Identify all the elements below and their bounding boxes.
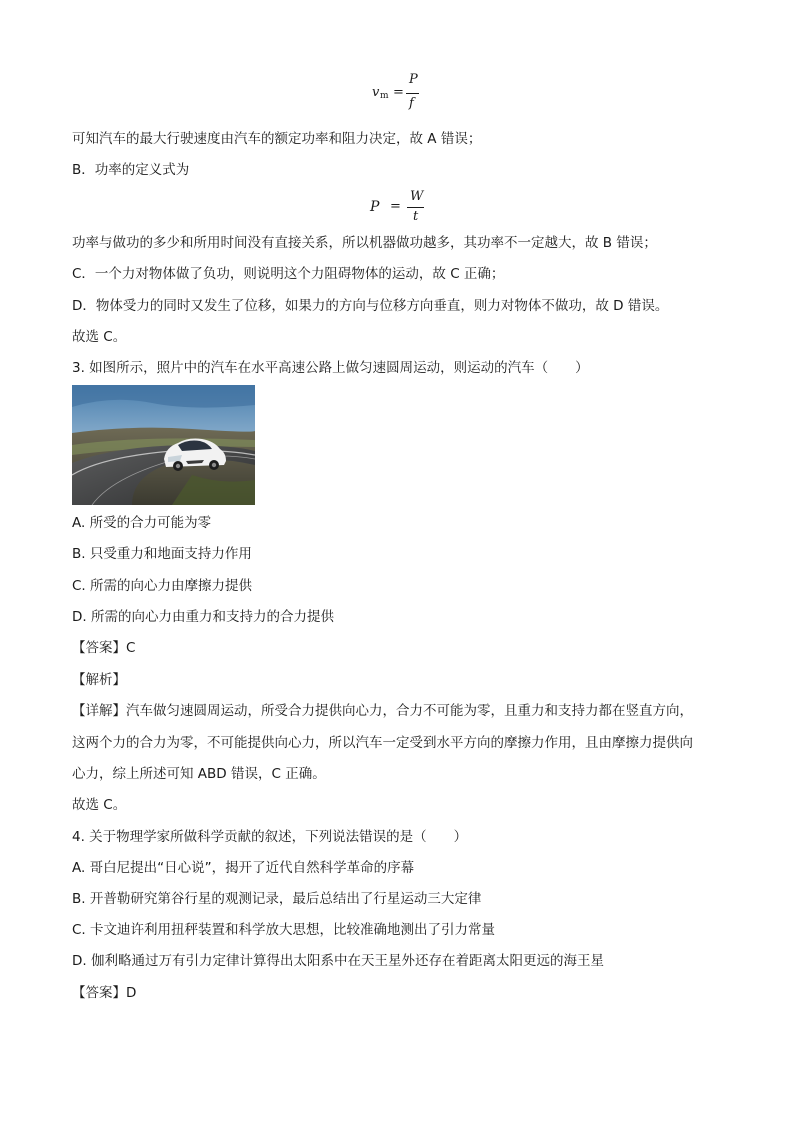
answer-tag: 【答案】 (72, 985, 126, 1001)
formula-denominator: f (409, 96, 414, 111)
text-line: 故选 C。 (72, 329, 127, 345)
formula-lhs: v (372, 85, 380, 100)
question-4-option-d: D. 伽利略通过万有引力定律计算得出太阳系中在天王星外还存在着距离太阳更远的海王星 (72, 953, 604, 969)
formula-denominator: t (413, 209, 419, 224)
question-3-option-a: A. 所受的合力可能为零 (72, 515, 212, 531)
question-4-stem: 4. 关于物理学家所做科学贡献的叙述，下列说法错误的是（ ） (72, 829, 468, 845)
formula-power-definition (370, 189, 430, 227)
answer-3 (72, 638, 135, 658)
text-line: D．物体受力的同时又发生了位移，如果力的方向与位移方向垂直，则力对物体不做功，故 D 错误。 (72, 298, 669, 314)
detail-line-2: 这两个力的合力为零，不可能提供向心力，所以汽车一定受到水平方向的摩擦力作用，且由摩擦力提供向 (72, 735, 693, 751)
detail-text: 汽车做匀速圆周运动，所受合力提供向心力，合力不可能为零，且重力和支持力都在竖直方向， (126, 703, 693, 719)
question-3-option-d: D. 所需的向心力由重力和支持力的合力提供 (72, 609, 334, 625)
answer-value: D (126, 985, 137, 1001)
formula-numerator: W (410, 189, 424, 204)
question-3-option-c: C. 所需的向心力由摩擦力提供 (72, 578, 253, 594)
formula-equals: = (393, 85, 404, 100)
detail-line-1 (72, 701, 693, 721)
answer-4 (72, 983, 136, 1003)
answer-tag: 【答案】 (72, 640, 126, 656)
formula-numerator: P (409, 72, 418, 87)
car-photo (72, 385, 255, 505)
text-line: 可知汽车的最大行驶速度由汽车的额定功率和阻力决定，故 A 错误； (72, 131, 482, 147)
question-4-option-b: B. 开普勒研究第谷行星的观测记录，最后总结出了行星运动三大定律 (72, 891, 482, 907)
text-line: 功率与做功的多少和所用时间没有直接关系，所以机器做功越多，其功率不一定越大，故 B 错误； (72, 235, 657, 251)
detail-line-3: 心力，综上所述可知 ABD 错误，C 正确。 (72, 766, 326, 782)
formula-max-speed (368, 72, 428, 116)
question-3-option-b: B. 只受重力和地面支持力作用 (72, 546, 252, 562)
question-4-option-c: C. 卡文迪许利用扭秤装置和科学放大思想，比较准确地测出了引力常量 (72, 922, 496, 938)
choose-line: 故选 C。 (72, 797, 127, 813)
fraction-bar (406, 93, 419, 94)
formula-lhs: P (370, 199, 380, 215)
question-4-option-a: A. 哥白尼提出“日心说”，揭开了近代自然科学革命的序幕 (72, 860, 415, 876)
analysis-tag: 【解析】 (72, 672, 126, 688)
formula-lhs-subscript: m (380, 91, 389, 101)
fraction-bar (407, 207, 424, 208)
formula-equals: = (390, 199, 401, 214)
text-line: B．功率的定义式为 (72, 162, 190, 178)
text-line: C．一个力对物体做了负功，则说明这个力阻碍物体的运动，故 C 正确； (72, 266, 505, 282)
question-3-stem: 3. 如图所示，照片中的汽车在水平高速公路上做匀速圆周运动，则运动的汽车（ ） (72, 360, 589, 376)
answer-value: C (126, 640, 136, 656)
detail-tag: 【详解】 (72, 703, 126, 719)
